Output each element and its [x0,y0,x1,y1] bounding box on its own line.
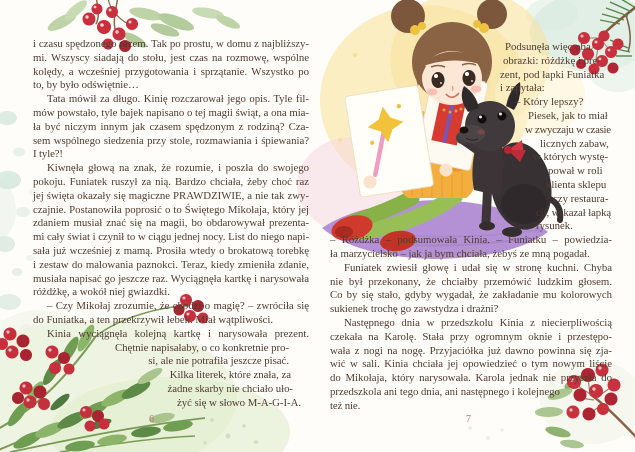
text-line: I tyle?! [33,148,63,161]
text-line: nie był przekonany, że chciałby przemówić ludzkim głosem. [330,275,612,288]
text-line: Tata mówił za długo. Kinię rozczarował jego opis. Tyle fil- [47,93,309,106]
text-line: Piesek, jak to miał [528,110,608,122]
text-line: – Który lepszy? [515,96,584,109]
text-line: obrazki: różdżkę i pre- [503,54,602,67]
text-line: sem wspólnego siedzenia przy stole, rozmawiania i śpiewania? [33,134,309,147]
text-line: – Czy Mikołaj zrozumie, że chodzi o magię? – zwróciła się [47,300,309,313]
text-line: ła być niczym innym jak czasem spędzonym z rodziną? Cza- [33,120,309,133]
text-line: Kiwnęła głową na znak, że rozumie, i poszła do swojego [47,162,309,175]
text-line: w których wystę- [533,151,608,164]
text-line: pował w roli [548,165,603,178]
text-line: i czasu spędzonego razem. Tak po prostu, w domu z najbliższy- [33,38,309,50]
text-line: Kilka literek, które znała, za [169,369,291,382]
text-line: do Funiatka, a ten przekrzywił łebek. Miał wątpliwości. [33,314,274,326]
right-page-number: 7 [466,414,471,425]
text-line: Podsunęła więc oba [505,41,591,53]
text-line: też nie. [330,399,361,412]
text-line: zent, pod łapki Funiatka [500,68,605,81]
text-line: licznych zabaw, [540,137,609,150]
text-line: mi cały świat i czynił to w ciągu jednej nocy. List do niego napi- [33,231,309,244]
text-line: zdaniem musiał znać się na magii, bo obdarowywał prezenta- [33,217,309,230]
text-line: mów powstało, tyle bajek napisano o tej magii świąt, a ona mia- [33,107,309,119]
text-line: rysunek. [536,220,573,233]
text-line: czy restaura- [553,192,609,205]
text-line: Chętnie napisałaby, o co konkretnie pro- [115,341,289,354]
text-line: wić w sali. Kinia chciała jej opowiedzieć o tym nowym liście [330,358,612,371]
text-line: Kinia wyciągnęła kolejną kartkę i narysowała prezent. [47,327,309,340]
text-line: sała już wcześniej z mamą. Prosiła wtedy o brokatową torebkę [33,245,309,257]
text-line: i zestaw do malowania paznokci. Teraz, kiedy zmieniła zdanie, [33,258,309,271]
right-page-text [330,41,612,441]
text-line: to, by było odświętnie… [33,79,139,92]
text-line: ła marzycielsko – jak ja bym chciała, żebyś ze mną pogadał. [330,248,590,260]
text-line: Funiatek zwiesił głowę i udał się w stronę kuchni. Chyba [344,261,612,274]
text-line: do Mikołaja, który narysowała. Karola jednak nie przyszła do [330,372,612,385]
text-line: jej święta okazały się magiczne PRAWDZIWIE, a nie tak zwy- [33,189,309,202]
text-line: mi. Wszyscy siadają do stołu, jest czas na rozmowę, wspólne [33,51,309,64]
text-line: żadne skarby nie chciało uło- [167,383,293,395]
text-line: Następnego dnia w przedszkolu Kinia z niecierpliwością [344,317,612,329]
text-line: Co by się stało, gdyby wygadał, że zakładanie mu kolorowych [330,289,612,302]
text-line: musiała napisać go jeszcze raz. Wyciągnęła kartkę i narysowała [33,272,309,285]
text-line: wała z nogi na nogę. Przyjaciółka już dawno powinna się zja- [330,344,612,357]
left-page-number: 6 [149,414,154,425]
text-line: przedszkola ani tego dnia, ani następnego i kolejnego [330,386,560,398]
left-page-text [33,38,309,443]
text-line: w zwyczaju w czasie [525,123,611,136]
text-line: różdżkę, a wokół niej gwiazdki. [33,286,170,299]
text-line: klienta sklepu [546,179,607,191]
text-line: czekała na Karolę. Stała przy ogromnym oknie i przestępo- [330,330,612,343]
text-line: kolędy, a wcześniej przygotowania i sprzątanie. Wszystko po [33,65,309,78]
text-line: pokoju. Funiatek ruszył za nią. Bardzo chciała, żeby choć raz [33,176,309,188]
text-line: – Różdżka – podsumowała Kinia. – Funiatku – powiedzia- [330,234,612,247]
text-line: si, ale nie potrafiła jeszcze pisać. [148,355,289,368]
text-line: cji, wskazał łapką [536,206,612,219]
text-line: i zapytała: [500,82,545,95]
text-line: żyć się w słowo M-A-G-I-A. [176,396,301,409]
text-line: czajnie. Postanowiła poprosić o to Świętego Mikołaja, który jej [33,203,309,216]
text-line: sukienek trochę go zawstydza i drażni? [330,303,499,316]
